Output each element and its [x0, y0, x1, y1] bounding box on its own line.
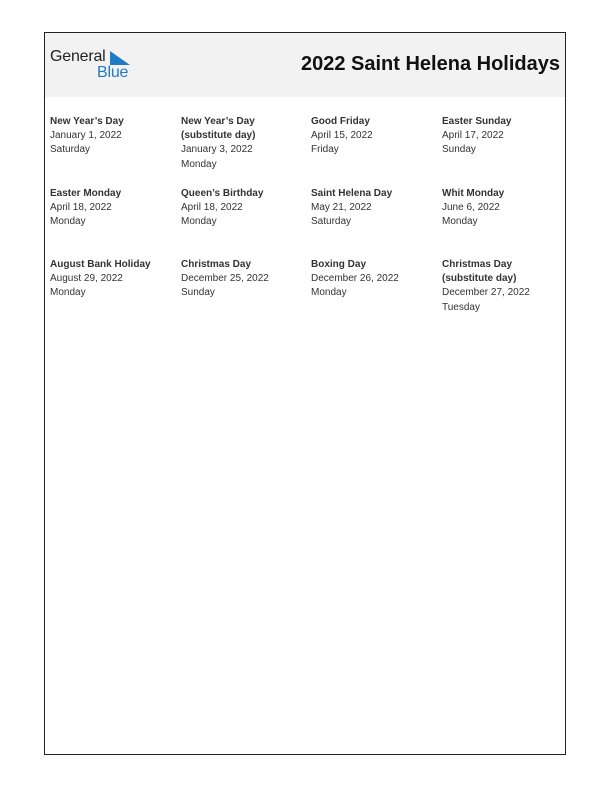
- holiday-item: [442, 258, 542, 315]
- header-band: [45, 33, 565, 97]
- holiday-item: [181, 187, 306, 230]
- holiday-weekday: Monday: [311, 287, 347, 299]
- holiday-name: New Year’s Day (substitute day): [181, 116, 256, 142]
- holiday-name: Easter Monday: [50, 188, 122, 199]
- holiday-date: December 25, 2022: [181, 273, 269, 285]
- holiday-date: April 18, 2022: [181, 202, 243, 214]
- page-frame: [44, 32, 566, 755]
- generalblue-logo: [50, 47, 140, 83]
- holiday-date: January 3, 2022: [181, 144, 253, 156]
- holiday-date: December 26, 2022: [311, 273, 399, 285]
- holiday-item: [50, 187, 175, 230]
- holiday-date: April 15, 2022: [311, 130, 373, 142]
- logo-text-general: General: [50, 48, 106, 65]
- holiday-date: January 1, 2022: [50, 130, 122, 142]
- holiday-name: Good Friday: [311, 116, 370, 127]
- holiday-weekday: Sunday: [181, 287, 215, 299]
- holiday-weekday: Monday: [50, 216, 86, 228]
- holiday-date: December 27, 2022: [442, 287, 530, 299]
- holiday-weekday: Saturday: [50, 144, 91, 156]
- holiday-weekday: Friday: [311, 144, 339, 156]
- holiday-name: New Year’s Day: [50, 116, 124, 127]
- holiday-item: [311, 187, 436, 230]
- holiday-date: April 17, 2022: [442, 130, 504, 142]
- holiday-name: Whit Monday: [442, 188, 505, 199]
- holiday-item: [181, 115, 281, 172]
- holiday-weekday: Monday: [50, 287, 86, 299]
- holiday-weekday: Monday: [442, 216, 478, 228]
- holiday-item: [311, 258, 436, 301]
- holiday-weekday: Tuesday: [442, 301, 480, 313]
- holiday-date: June 6, 2022: [442, 202, 500, 214]
- holiday-date: August 29, 2022: [50, 273, 123, 285]
- holiday-item: [442, 187, 567, 230]
- holiday-weekday: Monday: [181, 158, 217, 170]
- logo-text-blue: Blue: [97, 64, 129, 81]
- holiday-name: Christmas Day: [181, 259, 252, 270]
- holiday-weekday: Sunday: [442, 144, 476, 156]
- holiday-name: Queen’s Birthday: [181, 188, 264, 199]
- holiday-name: August Bank Holiday: [50, 259, 151, 270]
- holiday-name: Easter Sunday: [442, 116, 512, 127]
- holiday-item: [50, 258, 175, 301]
- holiday-name: Saint Helena Day: [311, 188, 393, 199]
- holiday-weekday: Monday: [181, 216, 217, 228]
- holiday-item: [311, 115, 436, 158]
- holiday-name: Boxing Day: [311, 259, 367, 270]
- holiday-date: April 18, 2022: [50, 202, 112, 214]
- holiday-item: [442, 115, 567, 158]
- holiday-item: [50, 115, 175, 158]
- page-title: 2022 Saint Helena Holidays: [300, 53, 560, 75]
- holiday-weekday: Saturday: [311, 216, 352, 228]
- holiday-item: [181, 258, 306, 301]
- holiday-date: May 21, 2022: [311, 202, 372, 214]
- holiday-name: Christmas Day (substitute day): [442, 259, 517, 285]
